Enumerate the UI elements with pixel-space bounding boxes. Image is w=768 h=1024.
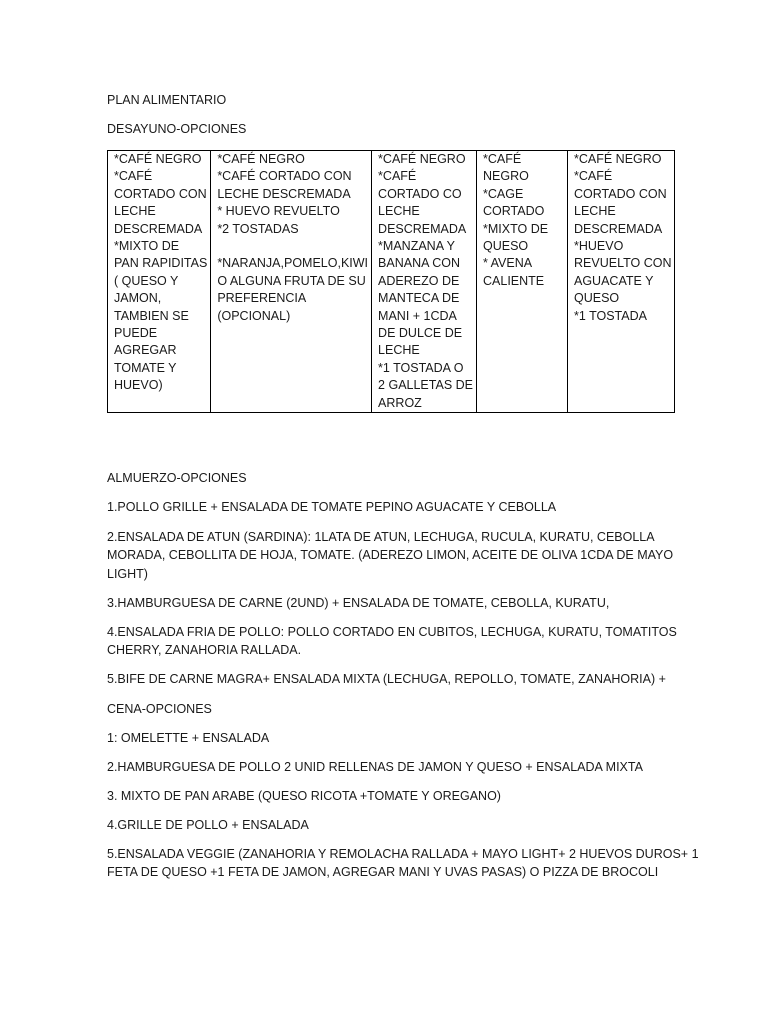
- breakfast-option-3: [372, 151, 477, 413]
- lunch-option-4-line-2: CHERRY, ZANAHORIA RALLADA.: [107, 643, 302, 657]
- breakfast-option-line: CORTADO CON: [114, 186, 207, 201]
- breakfast-option-line: LECHE: [114, 204, 156, 219]
- document-title: PLAN ALIMENTARIO: [107, 93, 227, 107]
- breakfast-option-line: * HUEVO REVUELTO: [217, 204, 340, 219]
- breakfast-option-line: *MANZANA Y: [378, 239, 455, 254]
- breakfast-option-line: LECHE: [574, 204, 616, 219]
- lunch-option-5-line-1: 5.BIFE DE CARNE MAGRA+ ENSALADA MIXTA (LECHUGA, REPOLLO, TOMATE, ZANAHORIA) +: [107, 672, 666, 686]
- dinner-option-5-line-2: FETA DE QUESO +1 FETA DE JAMON, AGREGAR MANI Y UVAS PASAS) O PIZZA DE BROCOLI: [107, 865, 659, 879]
- breakfast-option-line: REVUELTO CON: [574, 256, 672, 271]
- breakfast-option-line: DESCREMADA: [378, 221, 467, 236]
- breakfast-option-line: *1 TOSTADA: [574, 308, 647, 323]
- breakfast-option-line: LECHE DESCREMADA: [217, 186, 351, 201]
- breakfast-option-line: ADEREZO DE: [378, 273, 460, 288]
- breakfast-option-line: *CAFÉ NEGRO: [378, 152, 466, 166]
- breakfast-option-line: CALIENTE: [483, 273, 545, 288]
- lunch-option-2-line-3: LIGHT): [107, 567, 148, 581]
- breakfast-option-line: LECHE: [378, 204, 420, 219]
- breakfast-option-line: ( QUESO Y: [114, 273, 179, 288]
- breakfast-option-line: *MIXTO DE: [483, 221, 549, 236]
- breakfast-option-line: *HUEVO: [574, 239, 624, 254]
- breakfast-option-line: *CAFÉ CORTADO CON: [217, 169, 352, 184]
- breakfast-option-line: * AVENA: [483, 256, 533, 271]
- breakfast-option-line: *CAGE: [483, 186, 524, 201]
- breakfast-option-line: PUEDE: [114, 326, 158, 341]
- lunch-heading: ALMUERZO-OPCIONES: [107, 471, 247, 485]
- breakfast-option-line: PREFERENCIA: [217, 291, 307, 306]
- dinner-option-4-line-1: 4.GRILLE DE POLLO + ENSALADA: [107, 818, 309, 832]
- breakfast-option-2: [211, 151, 372, 413]
- dinner-option-3-line-1: 3. MIXTO DE PAN ARABE (QUESO RICOTA +TOMATE Y OREGANO): [107, 789, 501, 803]
- breakfast-options-table: [107, 150, 675, 413]
- breakfast-option-line: JAMON,: [114, 291, 162, 306]
- breakfast-option-line: O ALGUNA FRUTA DE SU: [217, 273, 366, 288]
- dinner-heading: CENA-OPCIONES: [107, 702, 212, 716]
- breakfast-option-line: *CAFÉ: [378, 169, 417, 184]
- lunch-option-3-line-1: 3.HAMBURGUESA DE CARNE (2UND) + ENSALADA DE TOMATE, CEBOLLA, KURATU,: [107, 596, 610, 610]
- breakfast-option-line: *CAFÉ NEGRO: [114, 152, 202, 166]
- breakfast-option-line: AGUACATE Y: [574, 273, 654, 288]
- lunch-option-2-line-1: 2.ENSALADA DE ATUN (SARDINA): 1LATA DE ATUN, LECHUGA, RUCULA, KURATU, CEBOLLA: [107, 530, 655, 544]
- lunch-option-4-line-1: 4.ENSALADA FRIA DE POLLO: POLLO CORTADO EN CUBITOS, LECHUGA, KURATU, TOMATITOS: [107, 625, 677, 639]
- table-row: [108, 151, 675, 413]
- breakfast-option-line: DE DULCE DE: [378, 326, 463, 341]
- breakfast-option-1: [108, 151, 211, 413]
- breakfast-option-line: MANI + 1CDA: [378, 308, 457, 323]
- dinner-option-5-line-1: 5.ENSALADA VEGGIE (ZANAHORIA Y REMOLACHA RALLADA + MAYO LIGHT+ 2 HUEVOS DUROS+ 1: [107, 847, 699, 861]
- breakfast-option-line: CORTADO CO: [378, 186, 462, 201]
- breakfast-option-line: *MIXTO DE: [114, 239, 180, 254]
- breakfast-option-line: QUESO: [574, 291, 620, 306]
- breakfast-option-line: MANTECA DE: [378, 291, 460, 306]
- breakfast-option-line: *CAFÉ: [483, 152, 522, 166]
- breakfast-option-line: (OPCIONAL): [217, 308, 291, 323]
- breakfast-option-line: DESCREMADA: [574, 221, 663, 236]
- breakfast-option-line: CORTADO CON: [574, 186, 667, 201]
- breakfast-option-5: [568, 151, 675, 413]
- blank-line: [217, 238, 368, 255]
- lunch-option-1-line-1: 1.POLLO GRILLE + ENSALADA DE TOMATE PEPINO AGUACATE Y CEBOLLA: [107, 500, 557, 514]
- breakfast-option-line: BANANA CON: [378, 256, 461, 271]
- breakfast-option-line: AGREGAR: [114, 343, 177, 358]
- breakfast-option-line: PAN RAPIDITAS: [114, 256, 208, 271]
- breakfast-option-line: *CAFÉ: [114, 169, 153, 184]
- breakfast-option-line: TOMATE Y: [114, 360, 177, 375]
- breakfast-option-line: 2 GALLETAS DE: [378, 378, 473, 393]
- breakfast-option-line: DESCREMADA: [114, 221, 203, 236]
- breakfast-option-line: TAMBIEN SE: [114, 308, 189, 323]
- breakfast-option-line: *NARANJA,POMELO,KIWI: [217, 256, 369, 271]
- breakfast-option-line: NEGRO: [483, 169, 529, 184]
- breakfast-option-line: *CAFÉ: [574, 169, 613, 184]
- lunch-option-2-line-2: MORADA, CEBOLLITA DE HOJA, TOMATE. (ADEREZO LIMON, ACEITE DE OLIVA 1CDA DE MAYO: [107, 548, 674, 562]
- breakfast-option-line: HUEVO): [114, 378, 163, 393]
- breakfast-option-line: *CAFÉ NEGRO: [574, 152, 662, 166]
- breakfast-option-line: CORTADO: [483, 204, 545, 219]
- breakfast-option-line: *1 TOSTADA O: [378, 360, 464, 375]
- dinner-option-2-line-1: 2.HAMBURGUESA DE POLLO 2 UNID RELLENAS DE JAMON Y QUESO + ENSALADA MIXTA: [107, 760, 643, 774]
- breakfast-option-line: *CAFÉ NEGRO: [217, 152, 305, 166]
- breakfast-option-line: ARROZ: [378, 395, 422, 410]
- breakfast-option-line: LECHE: [378, 343, 420, 358]
- breakfast-option-line: QUESO: [483, 239, 529, 254]
- breakfast-option-4: [477, 151, 568, 413]
- breakfast-option-line: *2 TOSTADAS: [217, 221, 299, 236]
- dinner-option-1-line-1: 1: OMELETTE + ENSALADA: [107, 731, 270, 745]
- breakfast-heading: DESAYUNO-OPCIONES: [107, 122, 247, 136]
